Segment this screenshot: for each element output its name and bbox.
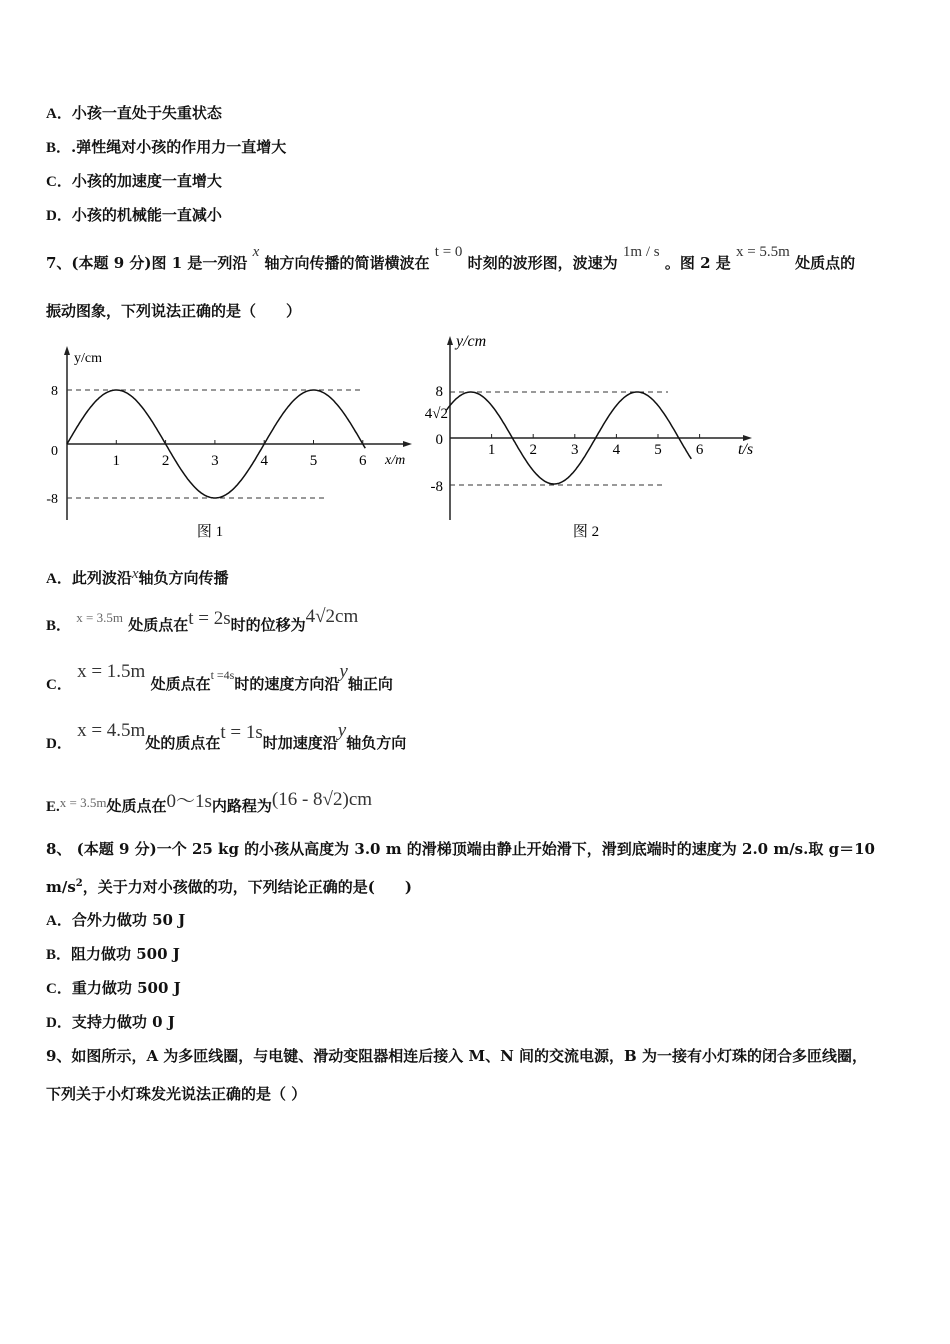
fig1-xtick-label-3: 3 [211, 453, 219, 469]
fig2-ytick-neg8: -8 [430, 479, 443, 495]
fig1-ytick-8: 8 [51, 384, 58, 399]
fig1-xtick-label-2: 2 [161, 453, 170, 469]
fig2-xlabel: t/s [738, 441, 754, 458]
q7-option-d: D． x = 4.5m处的质点在t = 1s时加速度沿y轴负方向 [46, 720, 407, 752]
fig1-xtick-label-5: 5 [309, 453, 318, 469]
fig1-xtick-label-4: 4 [260, 453, 268, 469]
fig2-ytick-0: 0 [435, 432, 443, 448]
q8-stem-line1: 8、 (本题 9 分)一个 25 kg 的小孩从高度为 3.0 m 的滑梯顶端由静止开始滑下，滑到底端时的速度为 2.0 m/s.取 g＝10 [46, 840, 875, 858]
fig1-ytick-neg8: -8 [46, 492, 58, 507]
fig1-ytick-0: 0 [51, 444, 58, 459]
q8-stem-line2: $m/s^2$，关于力对小孩做的功，下列结论正确的是( ) [46, 878, 412, 896]
fig2-y-arrow [447, 336, 453, 345]
q8-option-c: C．重力做功 500 J [46, 979, 181, 997]
fig2-xtick-label-3: 3 [571, 442, 579, 458]
fig2-xtick-label-2: 2 [529, 442, 537, 458]
fig1-y-arrow [64, 346, 70, 355]
figure-1-wave-graph [30, 340, 420, 550]
fig1-xlabel: x/m [385, 453, 406, 468]
q7-option-c: C． x = 1.5m 处质点在$^{t =4s}$时的速度方向沿y轴正向 [46, 661, 393, 693]
fig2-ytick-4root2: 4√2 [424, 406, 448, 422]
q7-option-b: B． x = 3.5m 处质点在t = 2s时的位移为4√2cm [46, 606, 359, 634]
fig1-xtick-label-1: 1 [112, 453, 121, 469]
fig2-caption: 图 2 [572, 524, 600, 540]
figure-2-vibration-graph [410, 330, 780, 550]
q6-option-b: B．.弹性绳对小孩的作用力一直增大 [46, 138, 287, 156]
fig1-ylabel: y/cm [74, 351, 102, 366]
q9-stem-line1: 9、如图所示，A 为多匝线圈，与电键、滑动变阻器相连后接入 M、N 间的交流电源，B 为一接有小灯珠的闭合多匝线圈， [46, 1047, 867, 1065]
q6-option-a: A．小孩一直处于失重状态 [46, 104, 222, 122]
q7-option-a: A．此列波沿x轴负方向传播 [46, 566, 229, 587]
q7-option-e: E.x = 3.5m处质点在0～1s内路程为(16 - 8√2)cm [46, 789, 373, 815]
fig1-caption: 图 1 [196, 524, 224, 540]
q8-option-a: A．合外力做功 50 J [46, 911, 186, 929]
fig2-xtick-label-1: 1 [487, 442, 496, 458]
fig2-ylabel: y/cm [456, 333, 487, 350]
q7-stem-line2: 振动图象，下列说法正确的是（ ） [46, 302, 302, 320]
q6-option-c: C．小孩的加速度一直增大 [46, 172, 222, 190]
fig2-xtick-label-6: 6 [695, 442, 704, 458]
q8-option-d: D．支持力做功 0 J [46, 1013, 175, 1031]
q8-option-b: B．阻力做功 500 J [46, 945, 180, 963]
fig1-xtick-label-6: 6 [359, 453, 367, 469]
fig2-ytick-8: 8 [435, 384, 443, 400]
fig2-xtick-label-5: 5 [654, 442, 662, 458]
q9-stem-line2: 下列关于小灯珠发光说法正确的是（ ） [46, 1085, 307, 1103]
fig2-xtick-label-4: 4 [612, 442, 621, 458]
q7-stem-line1: 7、(本题 9 分)图 1 是一列沿 x 轴方向传播的简谐横波在 t = 0 时刻的波形图，波速为 1m / s 。图 2 是 x = 5.5m 处质点的 [46, 244, 856, 272]
q6-option-d: D．小孩的机械能一直减小 [46, 206, 222, 224]
